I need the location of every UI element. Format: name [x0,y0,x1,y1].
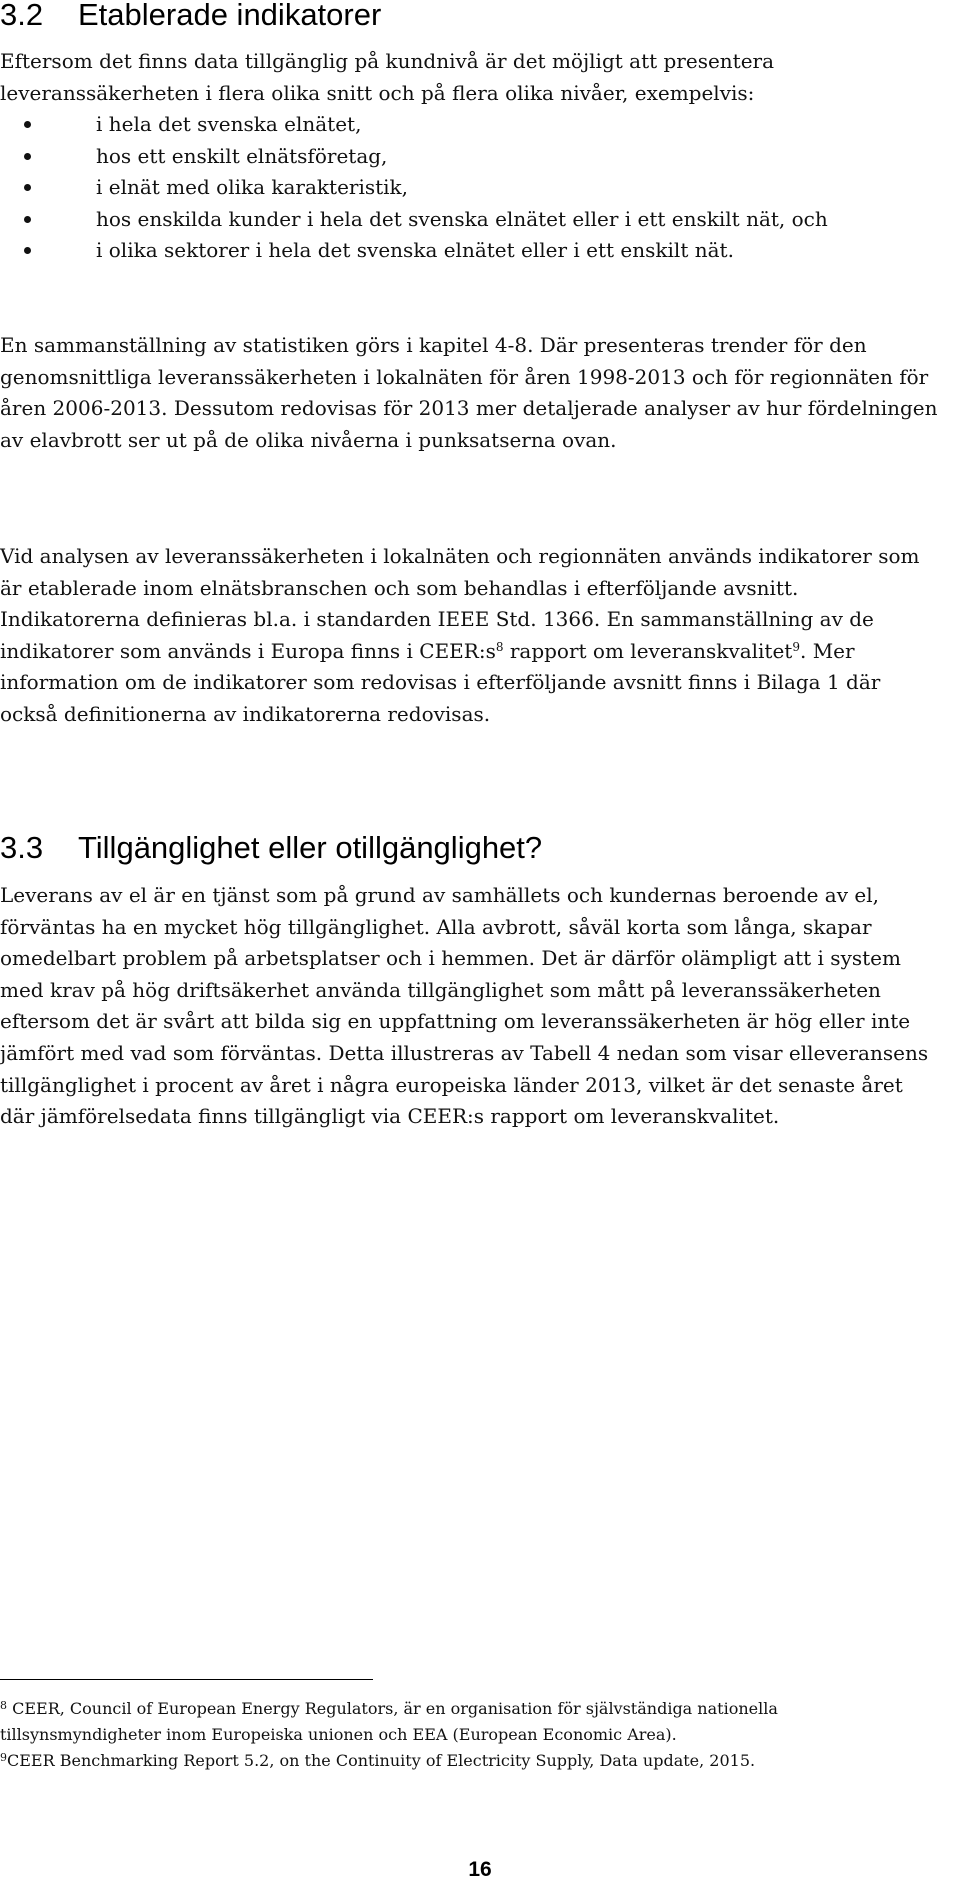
paragraph-text: rapport om leveranskvalitet [503,638,793,663]
bullet-icon [24,247,31,254]
list-item-text: i hela det svenska elnätet, [96,112,362,136]
list-item [0,109,940,141]
section-heading-3-2 [0,0,381,34]
intro-paragraph: Eftersom det finns data tillgänglig på kundnivå är det möjligt att presentera leveranssäkerheten i flera olika snitt och på flera olika nivåer, exempelvis: [0,49,775,105]
footnote-reference-9[interactable]: 9 [792,639,800,654]
paragraph-text: Vid analysen av leveranssäkerheten i lokalnäten och regionnäten används indikatorer som är etablerade inom elnätsbranschen och som behandlas i efterföljande avsnitt. Indikatorerna definieras bl.a. i standarden IEEE Std. 1366. En sammanställning av de indikatorer som används i Europa finns i CEER:s [0,544,920,663]
list-item-text: i olika sektorer i hela det svenska elnätet eller i ett enskilt nät. [96,238,734,263]
footnote-text: CEER, Council of European Energy Regulators, är en organisation för självständiga nationella tillsynsmyndigheter inom Europeiska unionen och EEA (European Economic Area). [0,1699,778,1744]
list-item-text: hos enskilda kunder i hela det svenska elnätet eller i ett enskilt nät, och [96,206,828,231]
footnote-text: CEER Benchmarking Report 5.2, on the Continuity of Electricity Supply, Data update, 2015. [7,1751,756,1770]
footnotes [0,1696,940,1774]
bullet-icon [24,153,31,160]
section-title: Etablerade indikatorer [78,0,382,32]
paragraph-text: . Mer information om de indikatorer som redovisas i efterföljande avsnitt finns i Bilaga 1 där också definitionerna av indikatorerna redovisas. [0,638,881,726]
list-item-text: hos ett enskilt elnätsföretag, [96,143,388,168]
section-heading-3-3 [0,829,542,867]
footnote-separator [0,1679,373,1680]
footnote-mark: 8 [0,1699,7,1712]
footnote-mark: 9 [0,1751,7,1764]
bullet-icon [24,184,31,191]
list-item [0,235,940,267]
availability-paragraph: Leverans av el är en tjänst som på grund av samhällets och kundernas beroende av el, förväntas ha en mycket hög tillgänglighet. Alla avbrott, såväl korta som långa, skapar omedelbart problem på arbetsplatser och i hemmen. Det är därför olämpligt att i system med krav på hög driftsäkerhet använda tillgänglighet som mått på leveranssäkerheten eftersom det är svårt att bilda sig en uppfattning om leveranssäkerheten är hög eller inte jämfört med vad som förväntas. Detta illustreras av Tabell 4 nedan som visar elleveransens tillgänglighet i procent av året i några europeiska länder 2013, vilket är det senaste året där jämförelsedata finns tillgängligt via CEER:s rapport om leveranskvalitet. [0,883,929,1129]
section-number: 3.2 [0,0,44,32]
bullet-icon [24,216,31,223]
statistics-paragraph: En sammanställning av statistiken görs i kapitel 4-8. Där presenteras trender för den genomsnittliga leveranssäkerheten i lokalnäten för åren 1998-2013 och för regionnäten för åren 2006-2013. Dessutom redovisas för 2013 mer detaljerade analyser av hur fördelningen av elavbrott ser ut på de olika nivåerna i punksatserna ovan. [0,333,938,452]
bullet-icon [24,121,31,128]
section-title: Tillgänglighet eller otillgänglighet? [78,830,543,865]
indicators-paragraph [0,541,940,731]
section-number: 3.3 [0,830,44,865]
list-item-text: i elnät med olika karakteristik, [96,175,409,200]
footnote-9 [0,1748,940,1774]
page-number: 16 [468,1858,492,1881]
footnote-8 [0,1696,940,1748]
bullet-list [0,109,940,267]
list-item [0,204,940,236]
list-item [0,141,940,173]
list-item [0,172,940,204]
footnote-reference-8[interactable]: 8 [495,639,504,654]
